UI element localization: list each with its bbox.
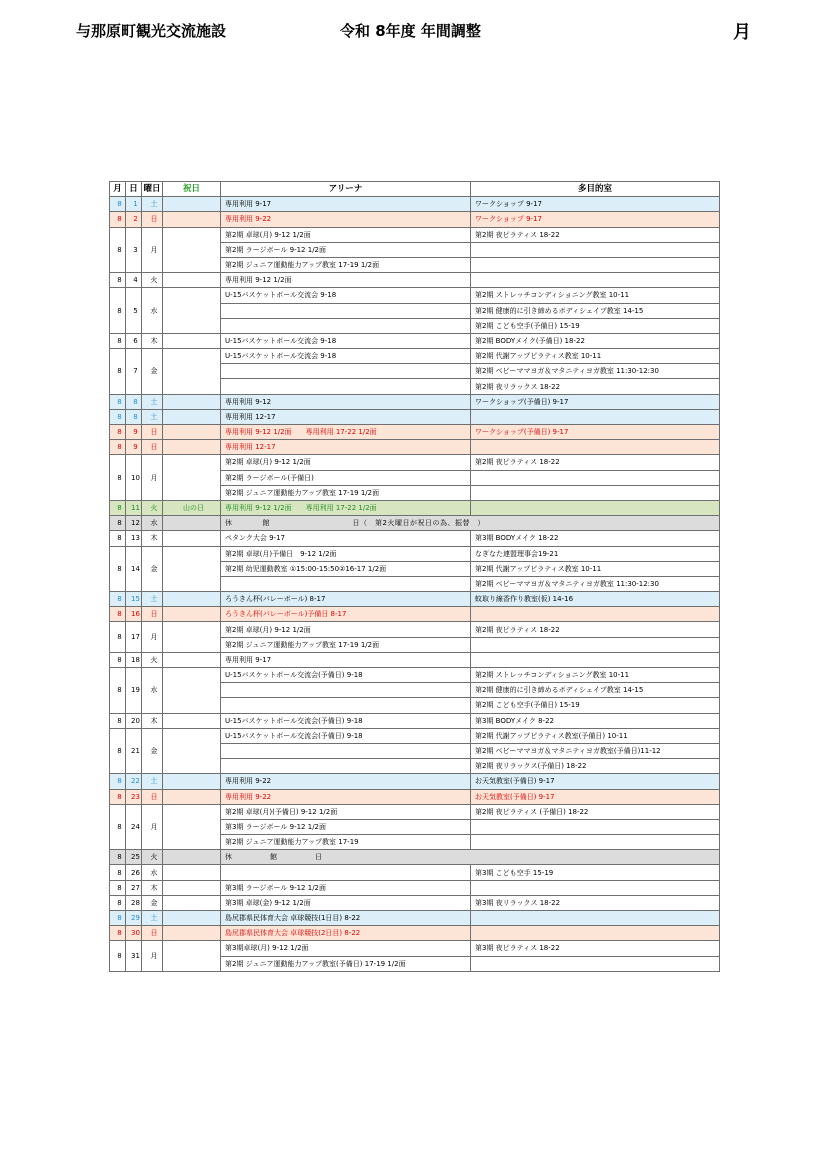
arena-cell <box>221 759 471 774</box>
multipurpose-cell: 第3期 こども空手 15-19 <box>471 865 720 880</box>
month-cell: 8 <box>110 500 126 515</box>
day-cell: 20 <box>126 713 142 728</box>
arena-cell <box>221 576 471 591</box>
month-cell: 8 <box>110 774 126 789</box>
holiday-cell <box>163 804 221 850</box>
table-row <box>110 880 720 895</box>
month-cell: 8 <box>110 546 126 592</box>
weekday-cell: 木 <box>142 880 163 895</box>
holiday-cell <box>163 652 221 667</box>
day-cell: 10 <box>126 455 142 501</box>
arena-cell <box>221 743 471 758</box>
arena-cell: 第2期 ジュニア運動能力アップ教室 17-19 <box>221 835 471 850</box>
multipurpose-cell: 第2期 代謝アップピラティス教室(予備日) 10-11 <box>471 728 720 743</box>
multipurpose-cell <box>471 273 720 288</box>
schedule-table <box>109 181 720 972</box>
holiday-cell <box>163 941 221 971</box>
arena-cell: 島尻郡県民体育大会 卓球競技(2日目) 8-22 <box>221 926 471 941</box>
arena-cell: 専用利用 9-12 1/2面 <box>221 273 471 288</box>
multipurpose-cell: 第2期 代謝アップピラティス教室 10-11 <box>471 349 720 364</box>
holiday-cell <box>163 592 221 607</box>
weekday-cell: 日 <box>142 425 163 440</box>
multipurpose-cell <box>471 880 720 895</box>
holiday-cell <box>163 212 221 227</box>
day-cell: 15 <box>126 592 142 607</box>
arena-cell: 専用利用 9-22 <box>221 789 471 804</box>
multipurpose-cell: 第2期 ストレッチコンディショニング教室 10-11 <box>471 668 720 683</box>
table-row <box>110 774 720 789</box>
table-row <box>110 895 720 910</box>
arena-cell: 専用利用 9-17 <box>221 197 471 212</box>
multipurpose-cell: 第2期 ベビーママヨガ＆マタニティヨガ教室 11:30-12:30 <box>471 576 720 591</box>
header-month: 月 <box>110 182 126 197</box>
multipurpose-cell: 第2期 夜ピラティス 18-22 <box>471 455 720 470</box>
multipurpose-cell: 第2期 ベビーママヨガ＆マタニティヨガ教室 11:30-12:30 <box>471 364 720 379</box>
table-row <box>110 440 720 455</box>
table-row <box>110 622 720 637</box>
multipurpose-cell: 第2期 BODYメイク(予備日) 18-22 <box>471 333 720 348</box>
table-row <box>110 197 720 212</box>
arena-cell: 第3期 卓球(金) 9-12 1/2面 <box>221 895 471 910</box>
weekday-cell: 金 <box>142 349 163 395</box>
multipurpose-cell <box>471 911 720 926</box>
weekday-cell: 日 <box>142 789 163 804</box>
arena-cell <box>221 379 471 394</box>
holiday-cell <box>163 850 221 865</box>
arena-cell <box>221 865 471 880</box>
day-cell: 2 <box>126 212 142 227</box>
multipurpose-cell <box>471 819 720 834</box>
weekday-cell: 木 <box>142 333 163 348</box>
multipurpose-cell: 第2期 夜ピラティス 18-22 <box>471 622 720 637</box>
month-cell: 8 <box>110 880 126 895</box>
month-cell: 8 <box>110 926 126 941</box>
day-cell: 22 <box>126 774 142 789</box>
multipurpose-cell: ワークショップ 9-17 <box>471 212 720 227</box>
arena-cell: 島尻郡県民体育大会 卓球競技(1日目) 8-22 <box>221 911 471 926</box>
multipurpose-cell: ワークショップ(予備日) 9-17 <box>471 394 720 409</box>
multipurpose-cell: 第3期 夜ピラティス 18-22 <box>471 941 720 956</box>
arena-cell <box>221 303 471 318</box>
arena-cell: U-15バスケットボール交流会 9-18 <box>221 333 471 348</box>
arena-cell: 第2期 卓球(月) 9-12 1/2面 <box>221 455 471 470</box>
day-cell: 23 <box>126 789 142 804</box>
weekday-cell: 火 <box>142 652 163 667</box>
day-cell: 25 <box>126 850 142 865</box>
month-cell: 8 <box>110 455 126 501</box>
table-row <box>110 911 720 926</box>
holiday-cell <box>163 409 221 424</box>
multipurpose-cell <box>471 409 720 424</box>
multipurpose-cell: ワークショップ 9-17 <box>471 197 720 212</box>
holiday-cell <box>163 865 221 880</box>
weekday-cell: 火 <box>142 850 163 865</box>
holiday-cell <box>163 227 221 273</box>
day-cell: 24 <box>126 804 142 850</box>
day-cell: 11 <box>126 500 142 515</box>
closed-notice: 休 館 日 <box>221 850 720 865</box>
table-row <box>110 425 720 440</box>
multipurpose-cell <box>471 242 720 257</box>
holiday-cell <box>163 789 221 804</box>
multipurpose-cell: 第2期 夜リラックス 18-22 <box>471 379 720 394</box>
table-row <box>110 926 720 941</box>
multipurpose-cell <box>471 637 720 652</box>
weekday-cell: 木 <box>142 713 163 728</box>
closed-notice: 休 館 日（ 第2火曜日が祝日の為、振替 ） <box>221 516 720 531</box>
arena-cell: 専用利用 9-17 <box>221 652 471 667</box>
holiday-cell <box>163 546 221 592</box>
header-multipurpose: 多目的室 <box>471 182 720 197</box>
multipurpose-cell <box>471 500 720 515</box>
weekday-cell: 土 <box>142 394 163 409</box>
multipurpose-cell: なぎなた連盟理事会19-21 <box>471 546 720 561</box>
table-row <box>110 500 720 515</box>
arena-cell: 第3期 ラージボール 9-12 1/2面 <box>221 819 471 834</box>
month-cell: 8 <box>110 911 126 926</box>
arena-cell <box>221 364 471 379</box>
closed-day-row <box>110 850 720 865</box>
table-row <box>110 349 720 364</box>
weekday-cell: 月 <box>142 804 163 850</box>
arena-cell: 専用利用 12-17 <box>221 440 471 455</box>
holiday-cell <box>163 197 221 212</box>
arena-cell: 第2期 ジュニア運動能力アップ教室(予備日) 17-19 1/2面 <box>221 956 471 971</box>
holiday-cell: 山の日 <box>163 500 221 515</box>
multipurpose-cell: 蚊取り線香作り教室(仮) 14-16 <box>471 592 720 607</box>
holiday-cell <box>163 349 221 395</box>
weekday-cell: 水 <box>142 668 163 714</box>
arena-cell: U-15バスケットボール交流会(予備日) 9-18 <box>221 728 471 743</box>
weekday-cell: 土 <box>142 409 163 424</box>
table-row <box>110 546 720 561</box>
arena-cell: U-15バスケットボール交流会 9-18 <box>221 288 471 303</box>
weekday-cell: 木 <box>142 531 163 546</box>
weekday-cell: 月 <box>142 941 163 971</box>
multipurpose-cell: 第2期 夜ピラティス (予備日) 18-22 <box>471 804 720 819</box>
arena-cell: 第2期 幼児運動教室 ①15:00-15:50②16-17 1/2面 <box>221 561 471 576</box>
holiday-cell <box>163 288 221 334</box>
multipurpose-cell <box>471 956 720 971</box>
holiday-cell <box>163 774 221 789</box>
weekday-cell: 日 <box>142 212 163 227</box>
day-cell: 27 <box>126 880 142 895</box>
weekday-cell: 土 <box>142 197 163 212</box>
month-cell: 8 <box>110 941 126 971</box>
holiday-cell <box>163 440 221 455</box>
arena-cell: U-15バスケットボール交流会 9-18 <box>221 349 471 364</box>
arena-cell: U-15バスケットボール交流会(予備日) 9-18 <box>221 668 471 683</box>
weekday-cell: 水 <box>142 516 163 531</box>
month-cell: 8 <box>110 895 126 910</box>
multipurpose-cell <box>471 607 720 622</box>
facility-name: 与那原町観光交流施設 <box>76 22 227 40</box>
arena-cell: 第2期 卓球(月)(予備日) 9-12 1/2面 <box>221 804 471 819</box>
month-label: 月 <box>733 22 751 43</box>
weekday-cell: 水 <box>142 865 163 880</box>
day-cell: 28 <box>126 895 142 910</box>
holiday-cell <box>163 668 221 714</box>
arena-cell: 第2期 ジュニア運動能力アップ教室 17-19 1/2面 <box>221 637 471 652</box>
holiday-cell <box>163 911 221 926</box>
holiday-cell <box>163 713 221 728</box>
header-day: 日 <box>126 182 142 197</box>
month-cell: 8 <box>110 516 126 531</box>
multipurpose-cell: 第3期 夜リラックス 18-22 <box>471 895 720 910</box>
arena-cell: U-15バスケットボール交流会(予備日) 9-18 <box>221 713 471 728</box>
multipurpose-cell: 第3期 BODYメイク 8-22 <box>471 713 720 728</box>
weekday-cell: 火 <box>142 273 163 288</box>
table-row <box>110 941 720 956</box>
day-cell: 29 <box>126 911 142 926</box>
month-cell: 8 <box>110 865 126 880</box>
multipurpose-cell: 第2期 代謝アップピラティス教室 10-11 <box>471 561 720 576</box>
holiday-cell <box>163 333 221 348</box>
holiday-cell <box>163 394 221 409</box>
holiday-cell <box>163 425 221 440</box>
month-cell: 8 <box>110 197 126 212</box>
holiday-cell <box>163 455 221 501</box>
multipurpose-cell <box>471 440 720 455</box>
arena-cell: ろうきん杯(バレーボール) 8-17 <box>221 592 471 607</box>
day-cell: 6 <box>126 333 142 348</box>
arena-cell <box>221 698 471 713</box>
weekday-cell: 月 <box>142 455 163 501</box>
month-cell: 8 <box>110 804 126 850</box>
weekday-cell: 日 <box>142 440 163 455</box>
day-cell: 7 <box>126 349 142 395</box>
arena-cell: 第2期 ラージボール(予備日) <box>221 470 471 485</box>
arena-cell: 専用利用 9-12 <box>221 394 471 409</box>
table-row <box>110 212 720 227</box>
table-row <box>110 789 720 804</box>
month-cell: 8 <box>110 288 126 334</box>
arena-cell: ペタンク大会 9-17 <box>221 531 471 546</box>
multipurpose-cell: 第2期 こども空手(予備日) 15-19 <box>471 698 720 713</box>
month-cell: 8 <box>110 728 126 774</box>
weekday-cell: 日 <box>142 926 163 941</box>
weekday-cell: 金 <box>142 728 163 774</box>
table-row <box>110 394 720 409</box>
day-cell: 19 <box>126 668 142 714</box>
table-row <box>110 865 720 880</box>
table-row <box>110 607 720 622</box>
multipurpose-cell: お天気教室(予備日) 9-17 <box>471 789 720 804</box>
arena-cell: 第2期 ジュニア運動能力アップ教室 17-19 1/2面 <box>221 257 471 272</box>
table-row <box>110 288 720 303</box>
holiday-cell <box>163 273 221 288</box>
multipurpose-cell <box>471 835 720 850</box>
arena-cell: 専用利用 9-12 1/2面 専用利用 17-22 1/2面 <box>221 425 471 440</box>
table-row <box>110 728 720 743</box>
weekday-cell: 土 <box>142 911 163 926</box>
arena-cell: 専用利用 9-22 <box>221 774 471 789</box>
weekday-cell: 月 <box>142 622 163 652</box>
table-row <box>110 592 720 607</box>
month-cell: 8 <box>110 713 126 728</box>
arena-cell: ろうきん杯(バレーボール)予備日 8-17 <box>221 607 471 622</box>
arena-cell: 第3期 ラージボール 9-12 1/2面 <box>221 880 471 895</box>
weekday-cell: 金 <box>142 546 163 592</box>
header-row <box>110 182 720 197</box>
day-cell: 3 <box>126 227 142 273</box>
month-cell: 8 <box>110 789 126 804</box>
weekday-cell: 日 <box>142 607 163 622</box>
month-cell: 8 <box>110 333 126 348</box>
holiday-cell <box>163 926 221 941</box>
day-cell: 5 <box>126 288 142 334</box>
month-cell: 8 <box>110 425 126 440</box>
holiday-cell <box>163 728 221 774</box>
table-row <box>110 531 720 546</box>
weekday-cell: 月 <box>142 227 163 273</box>
month-cell: 8 <box>110 394 126 409</box>
multipurpose-cell: 第2期 健康的に引き締めるボディシェイプ教室 14-15 <box>471 303 720 318</box>
holiday-cell <box>163 895 221 910</box>
month-cell: 8 <box>110 592 126 607</box>
day-cell: 4 <box>126 273 142 288</box>
arena-cell: 第2期 卓球(月) 9-12 1/2面 <box>221 622 471 637</box>
multipurpose-cell: 第2期 ベビーママヨガ＆マタニティヨガ教室(予備日)11-12 <box>471 743 720 758</box>
table-row <box>110 455 720 470</box>
arena-cell: 第2期 卓球(月) 9-12 1/2面 <box>221 227 471 242</box>
closed-day-row <box>110 516 720 531</box>
arena-cell: 第2期 ラージボール 9-12 1/2面 <box>221 242 471 257</box>
weekday-cell: 土 <box>142 774 163 789</box>
header-arena: アリーナ <box>221 182 471 197</box>
holiday-cell <box>163 622 221 652</box>
month-cell: 8 <box>110 622 126 652</box>
multipurpose-cell: 第2期 ストレッチコンディショニング教室 10-11 <box>471 288 720 303</box>
table-row <box>110 227 720 242</box>
holiday-cell <box>163 531 221 546</box>
month-cell: 8 <box>110 531 126 546</box>
day-cell: 21 <box>126 728 142 774</box>
header-weekday: 曜日 <box>142 182 163 197</box>
arena-cell <box>221 683 471 698</box>
arena-cell <box>221 318 471 333</box>
arena-cell: 第3期卓球(月) 9-12 1/2面 <box>221 941 471 956</box>
day-cell: 14 <box>126 546 142 592</box>
arena-cell: 第2期 卓球(月)予備日 9-12 1/2面 <box>221 546 471 561</box>
day-cell: 8 <box>126 394 142 409</box>
weekday-cell: 水 <box>142 288 163 334</box>
table-row <box>110 409 720 424</box>
table-row <box>110 652 720 667</box>
arena-cell: 専用利用 9-22 <box>221 212 471 227</box>
multipurpose-cell: 第2期 こども空手(予備日) 15-19 <box>471 318 720 333</box>
month-cell: 8 <box>110 409 126 424</box>
holiday-cell <box>163 880 221 895</box>
document-title: 令和 8年度 年間調整 <box>340 22 481 40</box>
day-cell: 8 <box>126 409 142 424</box>
day-cell: 31 <box>126 941 142 971</box>
month-cell: 8 <box>110 227 126 273</box>
multipurpose-cell: 第2期 夜リラックス(予備日) 18-22 <box>471 759 720 774</box>
day-cell: 9 <box>126 440 142 455</box>
multipurpose-cell: お天気教室(予備日) 9-17 <box>471 774 720 789</box>
month-cell: 8 <box>110 652 126 667</box>
day-cell: 30 <box>126 926 142 941</box>
multipurpose-cell <box>471 926 720 941</box>
table-row <box>110 668 720 683</box>
header-holiday: 祝日 <box>163 182 221 197</box>
month-cell: 8 <box>110 212 126 227</box>
holiday-cell <box>163 607 221 622</box>
month-cell: 8 <box>110 668 126 714</box>
arena-cell: 専用利用 9-12 1/2面 専用利用 17-22 1/2面 <box>221 500 471 515</box>
month-cell: 8 <box>110 349 126 395</box>
day-cell: 16 <box>126 607 142 622</box>
day-cell: 17 <box>126 622 142 652</box>
weekday-cell: 土 <box>142 592 163 607</box>
day-cell: 26 <box>126 865 142 880</box>
month-cell: 8 <box>110 607 126 622</box>
table-row <box>110 273 720 288</box>
multipurpose-cell: 第2期 健康的に引き締めるボディシェイプ教室 14-15 <box>471 683 720 698</box>
day-cell: 1 <box>126 197 142 212</box>
multipurpose-cell: 第3期 BODYメイク 18-22 <box>471 531 720 546</box>
table-row <box>110 804 720 819</box>
day-cell: 18 <box>126 652 142 667</box>
holiday-cell <box>163 516 221 531</box>
weekday-cell: 火 <box>142 500 163 515</box>
table-row <box>110 713 720 728</box>
multipurpose-cell <box>471 470 720 485</box>
month-cell: 8 <box>110 273 126 288</box>
multipurpose-cell <box>471 485 720 500</box>
day-cell: 9 <box>126 425 142 440</box>
multipurpose-cell: ワークショップ(予備日) 9-17 <box>471 425 720 440</box>
schedule-body <box>110 197 720 972</box>
month-cell: 8 <box>110 850 126 865</box>
multipurpose-cell: 第2期 夜ピラティス 18-22 <box>471 227 720 242</box>
arena-cell: 第2期 ジュニア運動能力アップ教室 17-19 1/2面 <box>221 485 471 500</box>
arena-cell: 専用利用 12-17 <box>221 409 471 424</box>
day-cell: 12 <box>126 516 142 531</box>
multipurpose-cell <box>471 652 720 667</box>
weekday-cell: 金 <box>142 895 163 910</box>
multipurpose-cell <box>471 257 720 272</box>
table-row <box>110 333 720 348</box>
month-cell: 8 <box>110 440 126 455</box>
day-cell: 13 <box>126 531 142 546</box>
